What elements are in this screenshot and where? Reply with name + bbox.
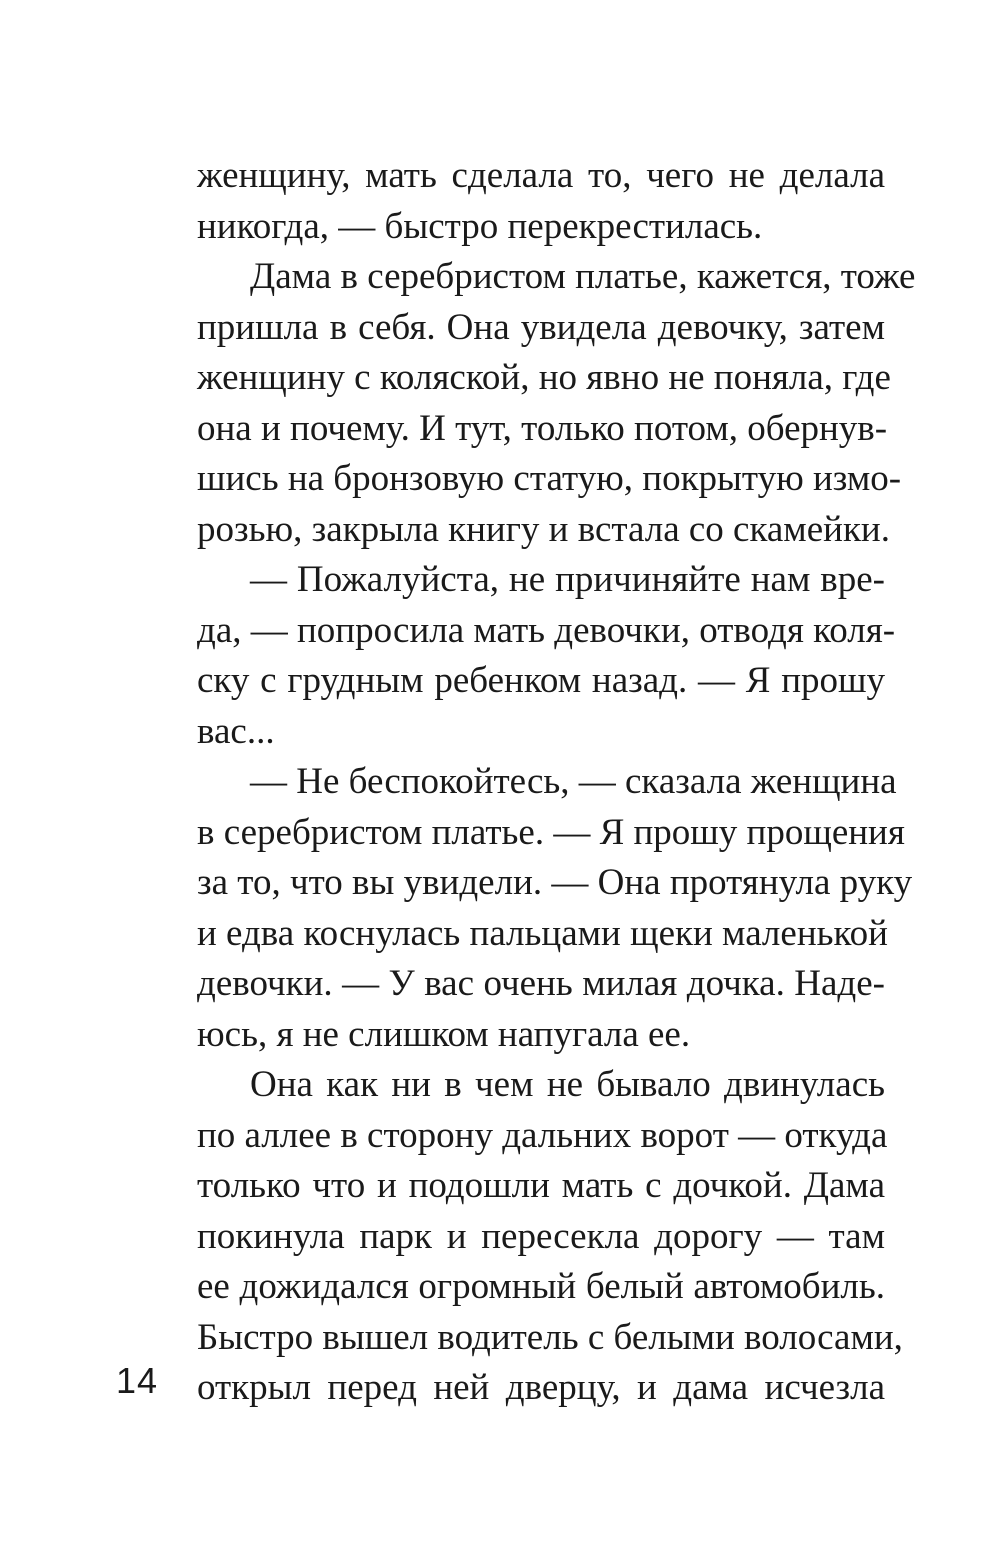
text-line: и едва коснулась пальцами щеки маленькой	[197, 912, 888, 954]
text-line: ску с грудным ребенком назад. — Я прошу	[197, 660, 885, 701]
text-line: юсь, я не слишком напугала ее.	[197, 1013, 691, 1055]
text-line: — Не беспокойтесь, — сказала женщина	[250, 761, 897, 802]
text-line: пришла в себя. Она увидела девочку, затем	[197, 306, 885, 348]
page-number: 14	[116, 1360, 159, 1401]
text-line: только что и подошли мать с дочкой. Дама	[197, 1165, 885, 1206]
text-line: она и почему. И тут, только потом, обернув-	[197, 407, 888, 449]
text-line: девочки. — У вас очень милая дочка. Наде-	[197, 963, 885, 1004]
text-line: в серебристом платье. — Я прошу прощения	[197, 811, 905, 853]
text-line: женщину, мать сделала то, чего не делала	[197, 155, 885, 196]
text-line: открыл перед ней дверцу, и дама исчезла	[197, 1367, 885, 1408]
text-line: — Пожалуйста, не причиняйте нам вре-	[250, 559, 885, 600]
text-line: женщину с коляской, но явно не поняла, где	[197, 357, 891, 398]
text-line: ее дожидался огромный белый автомобиль.	[197, 1266, 885, 1307]
text-line: по аллее в сторону дальних ворот — откуда	[197, 1114, 888, 1156]
text-line: Дама в серебристом платье, кажется, тоже	[250, 256, 916, 297]
text-line: Она как ни в чем не бывало двинулась	[250, 1064, 885, 1105]
text-line: да, — попросила мать девочки, отводя коля-	[197, 609, 896, 651]
text-line: шись на бронзовую статую, покрытую измо-	[197, 458, 902, 499]
text-line: за то, что вы увидели. — Она протянула руку	[197, 862, 913, 903]
text-line: никогда, — быстро перекрестилась.	[197, 205, 763, 247]
text-line: розью, закрыла книгу и встала со скамейки.	[197, 508, 890, 550]
text-line: вас...	[197, 710, 275, 752]
text-line: Быстро вышел водитель с белыми волосами,	[197, 1316, 903, 1358]
body-text	[197, 151, 916, 1414]
text-line: покинула парк и пересекла дорогу — там	[197, 1215, 885, 1257]
